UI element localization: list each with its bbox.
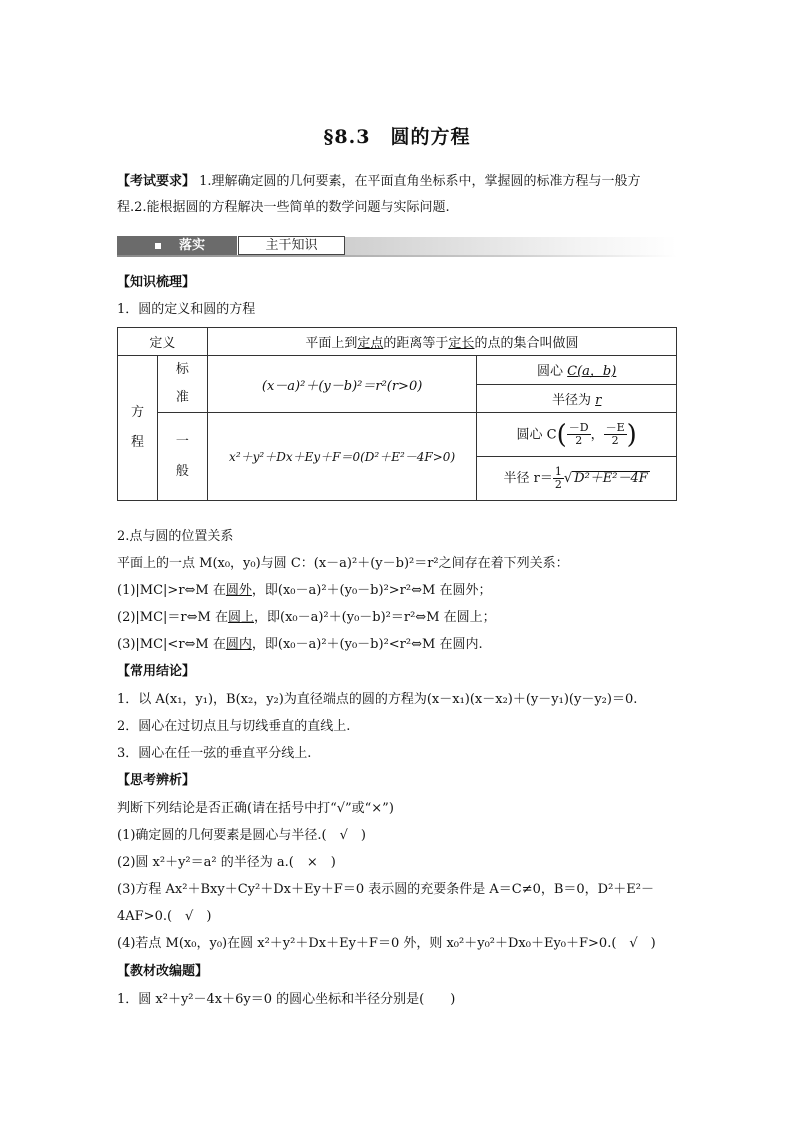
item2-title: 2.点与圆的位置关系 [117,529,234,544]
think-intro: 判断下列结论是否正确(请在括号中打“√”或“×”) [117,801,394,816]
item2-row: (3)|MC|<r⇔M 在圆内，即(x₀－a)²＋(y₀－b)²<r²⇔M 在圆内. [117,637,483,652]
section-think-heading: 【思考辨析】 [117,773,196,788]
circle-definition-table [117,327,677,501]
exam-requirements-text-1: 1.理解确定圆的几何要素，在平面直角坐标系中，掌握圆的标准方程与一般方 [199,174,641,189]
banner-underline [117,255,677,257]
standard-radius-cell: 半径为 r [477,384,677,413]
table-row [118,413,677,457]
square-bullet-icon [155,243,161,249]
think-item: (1)确定圆的几何要素是圆心与半径.( √ ) [117,828,366,843]
conclusion-item: 2．圆心在过切点且与切线垂直的直线上. [117,719,351,734]
item2-intro: 平面上的一点 M(x₀，y₀)与圆 C：(x－a)²＋(y－b)²＝r²之间存在着下列关系： [117,556,569,571]
general-label-cell: 一 般 [157,413,207,501]
banner-light-label: 主干知识 [238,236,345,255]
standard-label-cell: 标 准 [157,356,207,413]
general-center-cell: 圆心 C( $\frac{-D}{2}$ ， $\frac{-E}{2}$ ) [477,413,677,457]
section-textbook-heading: 【教材改编题】 [117,964,209,979]
table-row [118,356,677,385]
think-item: 4AF>0.( √ ) [117,909,212,924]
conclusion-item: 1．以 A(x₁，y₁)，B(x₂，y₂)为直径端点的圆的方程为(x－x₁)(x－x₂)＋(y－y₁)(y－y₂)＝0. [117,692,638,707]
conclusion-item: 3．圆心在任一弦的垂直平分线上. [117,746,312,761]
exam-requirements-line-2: 程.2.能根据圆的方程解决一些简单的数学问题与实际问题. [117,200,450,215]
item2-row: (2)|MC|＝r⇔M 在圆上，即(x₀－a)²＋(y₀－b)²＝r²⇔M 在圆上； [117,610,496,625]
definition-text-cell: 平面上到定点的距离等于定长的点的集合叫做圆 [207,328,676,356]
standard-center-cell: 圆心 C(a，b) [477,356,677,385]
textbook-question-1: 1．圆 x²＋y²－4x＋6y＝0 的圆心坐标和半径分别是( ) [117,992,456,1007]
item1-title: 1．圆的定义和圆的方程 [117,302,256,317]
standard-equation-cell: (x－a)²＋(y－b)²＝r²(r>0) [207,356,477,413]
section-conclusions-heading: 【常用结论】 [117,664,196,679]
section-banner [117,235,677,257]
think-item: (4)若点 M(x₀，y₀)在圆 x²＋y²＋Dx＋Ey＋F＝0 外，则 x₀²＋y₀²＋Dx₀＋Ey₀＋F>0.( √ ) [117,936,656,951]
think-item: (2)圆 x²＋y²＝a² 的半径为 a.( × ) [117,855,336,870]
section-knowledge-heading: 【知识梳理】 [117,275,196,290]
general-radius-cell: 半径 r＝ $\frac{1}{2}$ √ D²＋E²－4F [477,457,677,501]
general-equation-cell: x²＋y²＋Dx＋Ey＋F＝0(D²＋E²－4F>0) [207,413,477,501]
exam-requirements-label: 【考试要求】 [117,174,196,189]
think-item: (3)方程 Ax²＋Bxy＋Cy²＋Dx＋Ey＋F＝0 表示圆的充要条件是 A＝C≠0，B＝0，D²＋E²－ [117,882,655,897]
banner-fade [345,237,677,255]
exam-requirements-line-1 [117,172,641,192]
equation-label-cell: 方 程 [118,356,158,501]
banner-dark-tab [117,236,237,255]
item2-row: (1)|MC|>r⇔M 在圆外，即(x₀－a)²＋(y₀－b)²>r²⇔M 在圆外； [117,583,492,598]
banner-dark-label: 落实 [179,238,206,253]
page-title: §8.3 圆的方程 [323,126,471,148]
table-row [118,328,677,356]
definition-label-cell: 定义 [118,328,208,356]
